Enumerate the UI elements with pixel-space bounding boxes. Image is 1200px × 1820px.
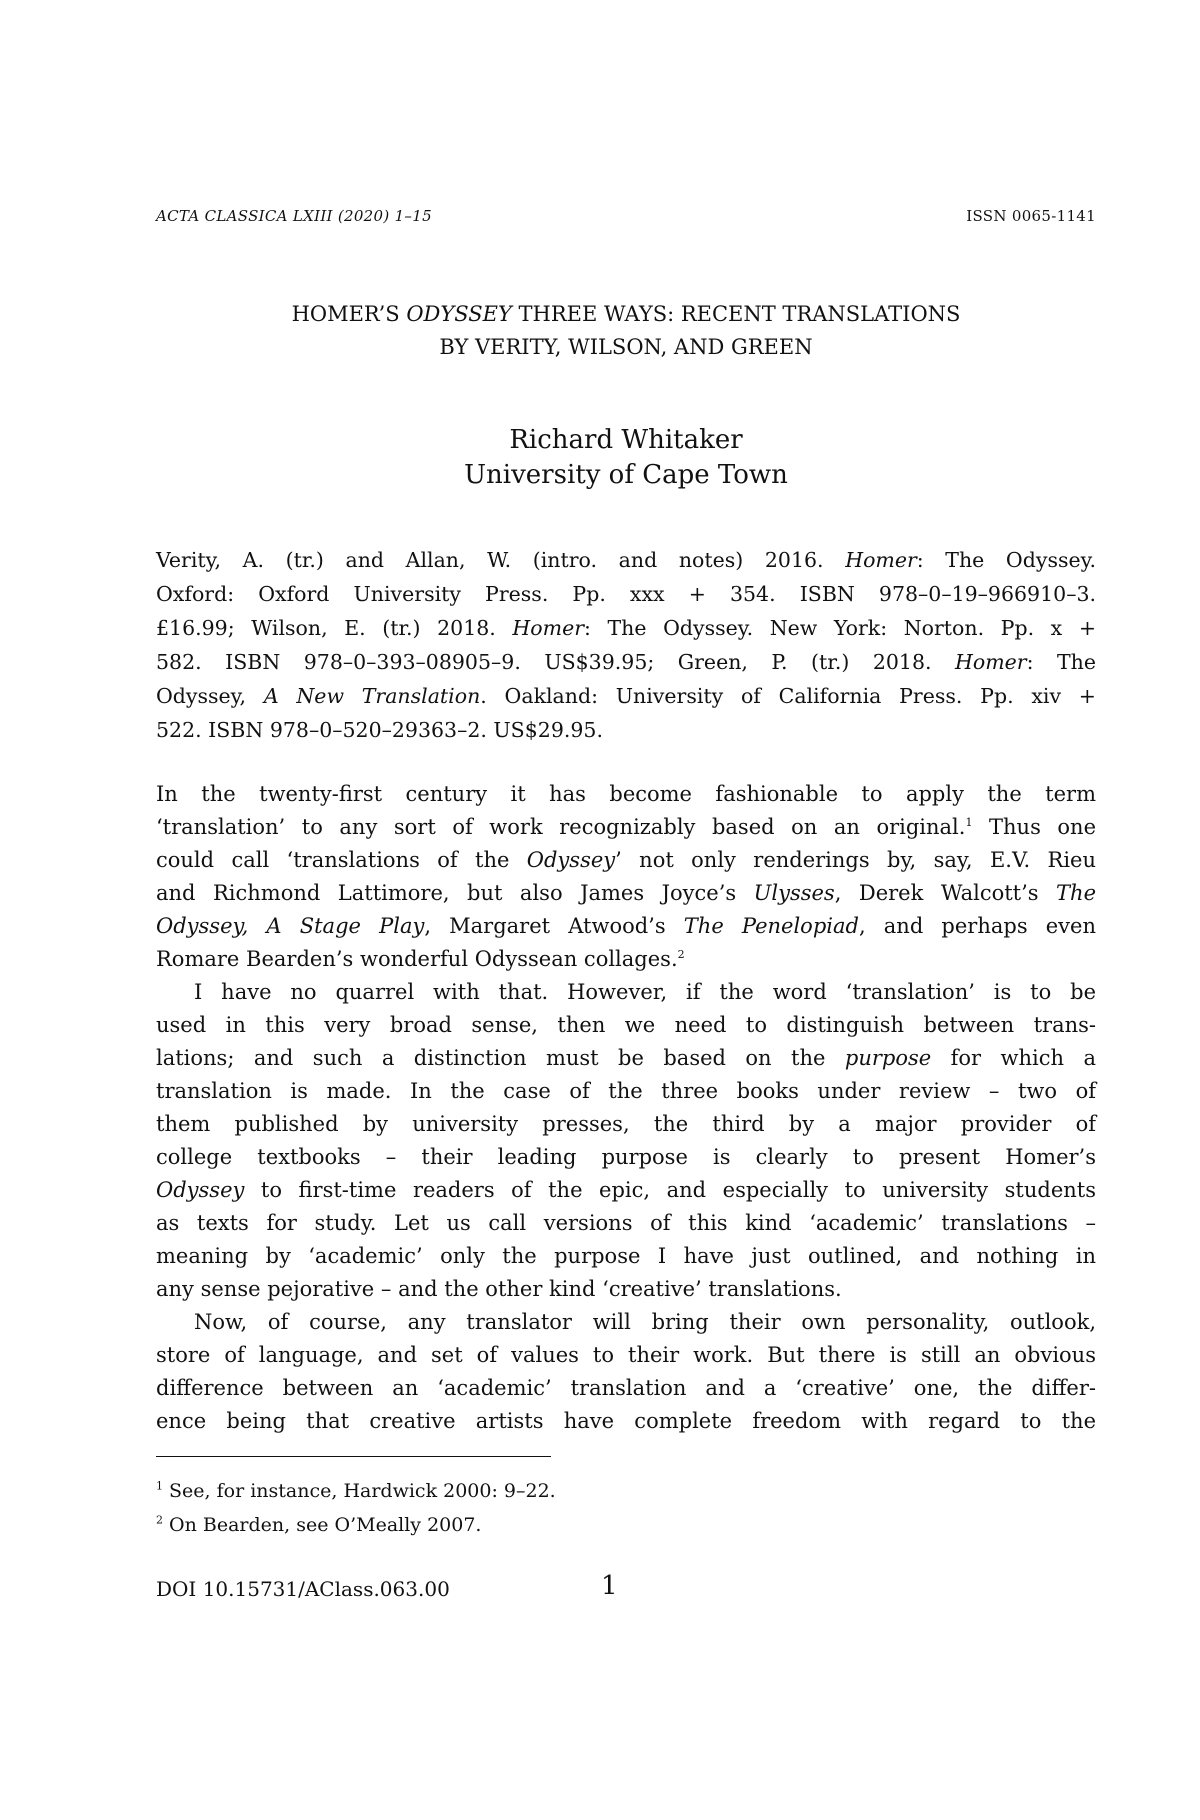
title-italic-odyssey: ODYSSEY: [406, 302, 512, 326]
page-footer: [156, 1571, 1096, 1607]
text-line: and Richmond Lattimore, but also James Joyce’s Ulysses, Derek Walcott’s The: [156, 881, 1097, 905]
text-line: ence being that creative artists have complete freedom with regard to the: [156, 1409, 1096, 1433]
footnote-1: $^1$ See, for instance, Hardwick 2000: 9–22.: [156, 1479, 556, 1502]
bib-line: Verity, A. (tr.) and Allan, W. (intro. and notes) 2016. Homer: The Odyssey.: [156, 548, 1096, 572]
bib-line: 582. ISBN 978–0–393–08905–9. US$39.95; Green, P. (tr.) 2018. Homer: The: [156, 650, 1096, 674]
text-line: Now, of course, any translator will bring their own personality, outlook,: [194, 1310, 1096, 1334]
footnote-rule: [156, 1456, 551, 1457]
footnote-ref-1[interactable]: 1: [965, 816, 973, 829]
footnote-ref-2[interactable]: 2: [677, 948, 685, 961]
text-line: them published by university presses, the third by a major provider of: [156, 1112, 1096, 1136]
journal-citation: ACTA CLASSICA LXIII (2020) 1–15: [156, 207, 432, 225]
text-line: difference between an ‘academic’ translation and a ‘creative’ one, the differ-: [156, 1376, 1096, 1400]
bibliography-block: [156, 543, 1096, 747]
running-header: [156, 207, 1096, 231]
text-line: could call ‘translations of the Odyssey’ not only renderings by, say, E.V. Rieu: [156, 848, 1097, 872]
author-block: [156, 423, 1096, 493]
title-line-2: BY VERITY, WILSON, AND GREEN: [439, 335, 813, 359]
text-line: any sense pejorative – and the other kind ‘creative’ translations.: [156, 1277, 842, 1301]
bib-line: Odyssey, A New Translation. Oakland: University of California Press. Pp. xiv +: [156, 684, 1096, 708]
page-number: 1: [601, 1571, 618, 1601]
text-line: In the twenty-first century it has become fashionable to apply the term: [156, 782, 1096, 806]
author-name: Richard Whitaker: [509, 425, 743, 455]
footnote-2: $^2$ On Bearden, see O’Meally 2007.: [156, 1513, 482, 1536]
footnotes: [156, 1474, 1096, 1542]
text-line: as texts for study. Let us call versions of this kind ‘academic’ translations –: [156, 1211, 1096, 1235]
text-line: store of language, and set of values to their work. But there is still an obvious: [156, 1343, 1096, 1367]
text-line: ‘translation’ to any sort of work recognizably based on an original.$^1$ Thus one: [156, 815, 1096, 839]
text-line: used in this very broad sense, then we need to distinguish between trans-: [156, 1013, 1096, 1037]
issn: ISSN 0065-1141: [966, 207, 1096, 225]
body-text: [156, 778, 1096, 1438]
title-line-1: HOMER’S ODYSSEY THREE WAYS: RECENT TRANSLATIONS: [291, 302, 961, 326]
text-line: college textbooks – their leading purpose is clearly to present Homer’s: [156, 1145, 1096, 1169]
bib-line: Oxford: Oxford University Press. Pp. xxx + 354. ISBN 978–0–19–966910–3.: [156, 582, 1096, 606]
text-line: Odyssey to first-time readers of the epic, and especially to university students: [156, 1178, 1096, 1202]
text-line: lations; and such a distinction must be based on the purpose for which a: [156, 1046, 1096, 1070]
paragraph-1: [156, 778, 1096, 976]
paragraph-2: [156, 976, 1096, 1306]
text-line: meaning by ‘academic’ only the purpose I have just outlined, and nothing in: [156, 1244, 1096, 1268]
doi-link[interactable]: DOI 10.15731/AClass.063.00: [156, 1577, 450, 1601]
bib-line: £16.99; Wilson, E. (tr.) 2018. Homer: The Odyssey. New York: Norton. Pp. x +: [156, 616, 1096, 640]
text-line: I have no quarrel with that. However, if the word ‘translation’ is to be: [194, 980, 1096, 1004]
text-line: translation is made. In the case of the three books under review – two of: [156, 1079, 1096, 1103]
text-line: Odyssey, A Stage Play, Margaret Atwood’s The Penelopiad, and perhaps even: [156, 914, 1096, 938]
bib-line: 522. ISBN 978–0–520–29363–2. US$29.95.: [156, 718, 603, 742]
author-affiliation: University of Cape Town: [464, 460, 788, 490]
text-line: Romare Bearden’s wonderful Odyssean collages.$^2$: [156, 947, 685, 971]
paragraph-3: [156, 1306, 1096, 1438]
article-title: [156, 298, 1096, 364]
